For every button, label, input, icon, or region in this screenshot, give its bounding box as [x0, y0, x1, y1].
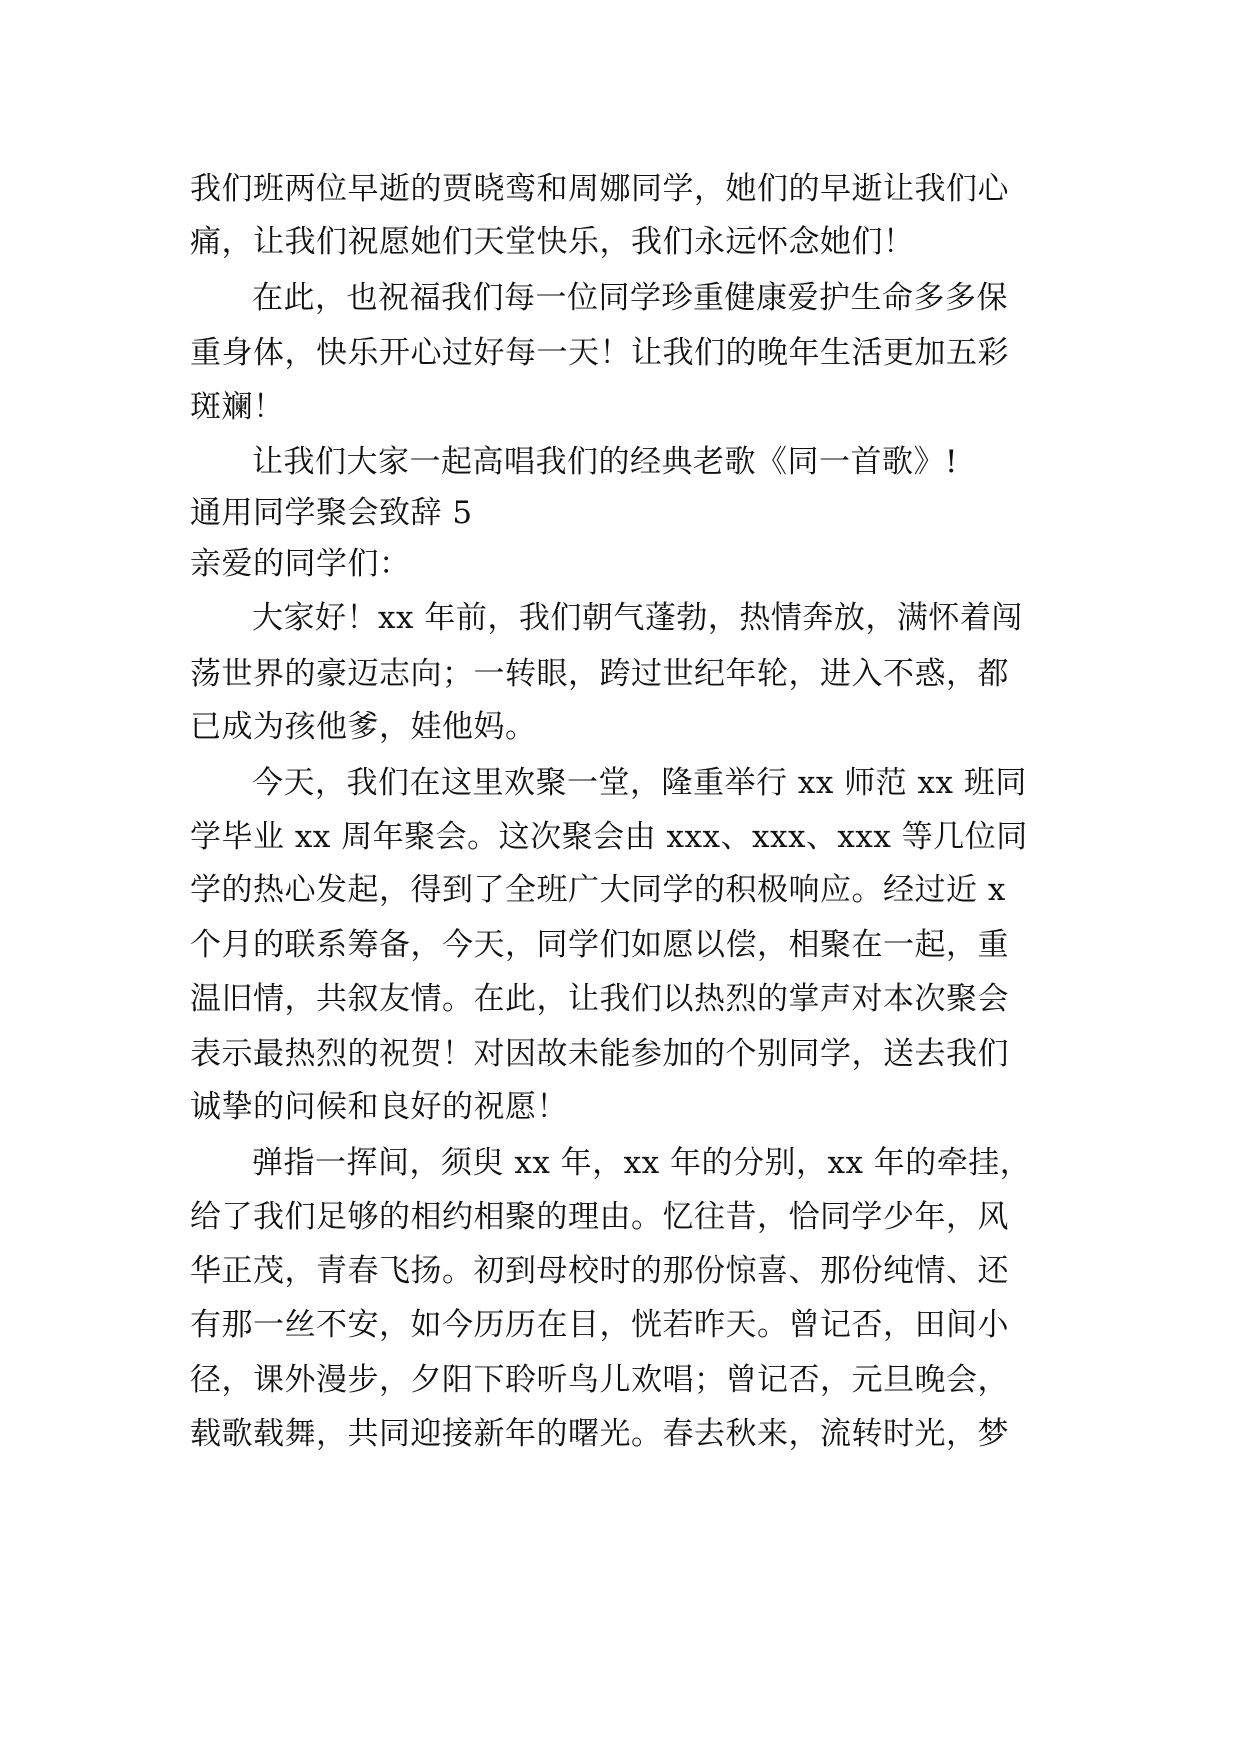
- text-line: 学的热心发起，得到了全班广大同学的积极响应。经过近 x: [190, 872, 1006, 908]
- text-line: 斑斓！: [190, 389, 285, 425]
- paragraph-start: 弹指一挥间，须臾 xx 年，xx 年的分别，xx 年的牵挂，: [252, 1145, 1032, 1181]
- section-heading: 通用同学聚会致辞 5: [190, 495, 473, 531]
- text-line: 荡世界的豪迈志向；一转眼，跨过世纪年轮，进入不惑，都: [190, 656, 1009, 692]
- text-line: 温旧情，共叙友情。在此，让我们以热烈的掌声对本次聚会: [190, 981, 1009, 1017]
- paragraph-start: 在此，也祝福我们每一位同学珍重健康爱护生命多多保: [252, 280, 1008, 316]
- text-line: 痛，让我们祝愿她们天堂快乐，我们永远怀念她们！: [190, 224, 915, 260]
- text-line: 诚挚的问候和良好的祝愿！: [190, 1089, 568, 1125]
- text-line: 个月的联系筹备，今天，同学们如愿以偿，相聚在一起，重: [190, 927, 1009, 963]
- text-line: 学毕业 xx 周年聚会。这次聚会由 xxx、xxx、xxx 等几位同: [190, 819, 1028, 855]
- text-line: 重身体，快乐开心过好每一天！让我们的晚年生活更加五彩: [190, 335, 1009, 371]
- text-line: 径，课外漫步，夕阳下聆听鸟儿欢唱；曾记否，元旦晚会，: [190, 1362, 1009, 1398]
- paragraph-start: 今天，我们在这里欢聚一堂，隆重举行 xx 师范 xx 班同: [252, 765, 1027, 801]
- paragraph-start: 大家好！xx 年前，我们朝气蓬勃，热情奔放，满怀着闯: [252, 600, 1023, 636]
- text-line: 我们班两位早逝的贾晓鸾和周娜同学，她们的早逝让我们心: [190, 171, 1009, 207]
- paragraph-start: 让我们大家一起高唱我们的经典老歌《同一首歌》!: [252, 444, 958, 480]
- text-line: 有那一丝不安，如今历历在目，恍若昨天。曾记否，田间小: [190, 1307, 1009, 1343]
- salutation: 亲爱的同学们：: [190, 546, 411, 582]
- text-line: 给了我们足够的相约相聚的理由。忆往昔，恰同学少年，风: [190, 1199, 1009, 1235]
- text-line: 表示最热烈的祝贺！对因故未能参加的个别同学，送去我们: [190, 1036, 1009, 1072]
- text-line: 已成为孩他爹，娃他妈。: [190, 709, 537, 745]
- text-line: 华正茂，青春飞扬。初到母校时的那份惊喜、那份纯情、还: [190, 1253, 1009, 1289]
- text-line: 载歌载舞，共同迎接新年的曙光。春去秋来，流转时光，梦: [190, 1416, 1009, 1452]
